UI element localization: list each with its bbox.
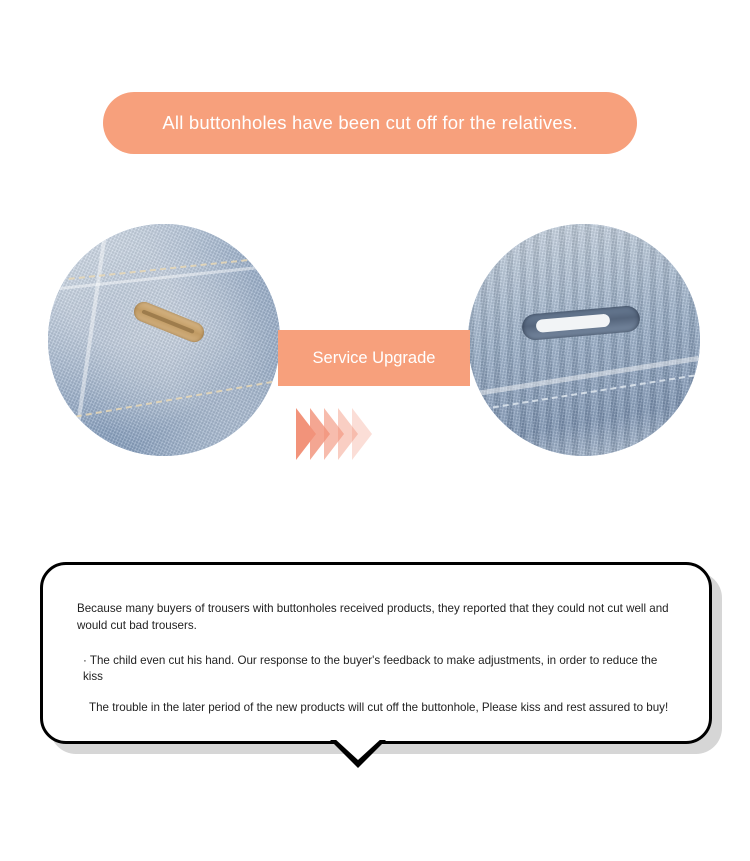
headline-banner-text: All buttonholes have been cut off for the relatives. <box>162 112 578 133</box>
denim-texture-after <box>468 224 700 456</box>
service-upgrade-tab <box>278 330 470 386</box>
after-image <box>468 224 700 456</box>
chevron-right-arrows-icon <box>296 408 456 460</box>
headline-banner <box>103 92 637 154</box>
service-upgrade-label: Service Upgrade <box>312 348 436 367</box>
notice-bubble-tail-inner <box>334 738 382 760</box>
notice-bubble <box>40 562 712 744</box>
notice-line: The trouble in the later period of the new products will cut off the buttonhole, Please kiss and rest assured to buy! <box>89 701 669 715</box>
chevron-right-icon <box>352 408 372 460</box>
notice-line: · The child even cut his hand. Our response to the buyer's feedback to make adjustments, in order to reduce the kiss <box>83 653 658 684</box>
before-image <box>48 224 280 456</box>
notice-line: Because many buyers of trousers with buttonholes received products, they reported that they could not cut well and would cut bad trousers. <box>77 602 669 632</box>
